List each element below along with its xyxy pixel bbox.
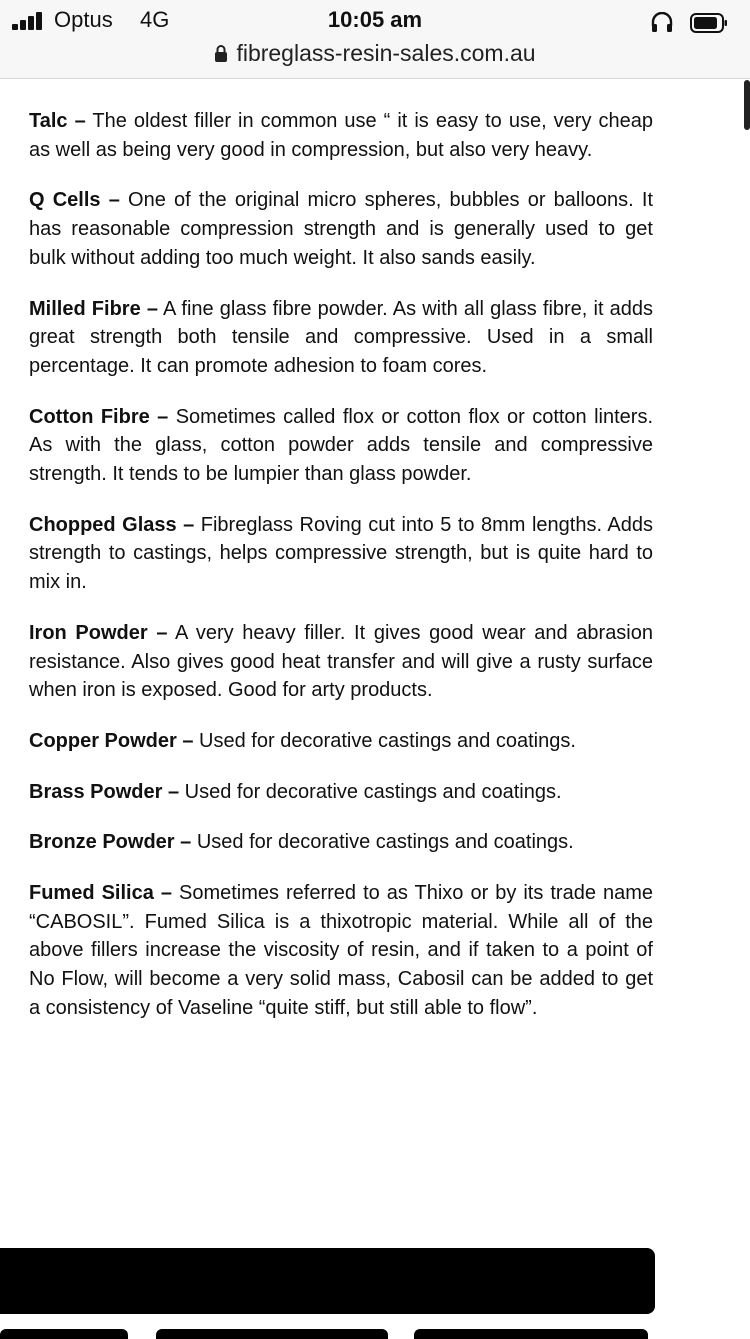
term-separator: – <box>160 882 172 905</box>
filler-paragraph <box>29 295 653 381</box>
filler-description: Used for decorative castings and coatings. <box>196 831 574 854</box>
filler-term: Cotton Fibre <box>29 405 150 428</box>
filler-paragraph <box>29 186 653 272</box>
filler-term: Fumed Silica <box>29 882 154 905</box>
filler-paragraph <box>29 511 653 597</box>
battery-icon <box>690 13 728 33</box>
filler-description: Sometimes referred to as Thixo or by its trade name “CABOSIL”. Fumed Silica is a thixotropic material. While all of the above fillers increase the viscosity of resin, and if taken to a point of No Flow, will become a very solid mass, Cabosil can be added to get a consistency of Vaseline “quite stiff, but still able to flow”. <box>29 882 653 1019</box>
filler-term: Q Cells <box>29 189 101 212</box>
filler-list <box>29 107 653 1045</box>
url-text[interactable]: fibreglass-resin-sales.com.au <box>236 40 536 66</box>
filler-paragraph <box>29 107 653 164</box>
scrollbar-thumb[interactable] <box>744 80 750 130</box>
network-type: 4G <box>140 7 170 32</box>
filler-term: Milled Fibre <box>29 297 141 320</box>
filler-paragraph <box>29 403 653 489</box>
filler-paragraph <box>29 879 653 1023</box>
filler-term: Bronze Powder <box>29 831 175 854</box>
filler-term: Brass Powder <box>29 780 163 803</box>
filler-paragraph <box>29 727 653 756</box>
term-separator: – <box>108 189 120 212</box>
filler-description: A very heavy filler. It gives good wear and abrasion resistance. Also gives good heat transfer and will give a rusty surface when iron is exposed. Good for arty products. <box>29 621 654 702</box>
address-bar[interactable] <box>0 40 750 70</box>
term-separator: – <box>167 780 180 803</box>
filler-paragraph <box>29 619 653 705</box>
filler-description: Used for decorative castings and coatings. <box>199 729 576 752</box>
lock-icon <box>214 44 228 62</box>
bottom-banner[interactable] <box>0 1248 655 1314</box>
filler-term: Iron Powder <box>29 621 148 644</box>
term-separator: – <box>157 405 169 428</box>
filler-description: The oldest filler in common use “ it is easy to use, very cheap as well as being very good in compression, but also very heavy. <box>29 110 653 161</box>
carrier-name: Optus <box>54 7 113 32</box>
term-separator: – <box>146 297 158 320</box>
term-separator: – <box>180 831 192 854</box>
filler-paragraph <box>29 778 653 807</box>
term-separator: – <box>183 513 195 536</box>
filler-term: Talc <box>29 110 68 132</box>
term-separator: – <box>182 729 194 752</box>
status-bar <box>0 6 750 36</box>
filler-paragraph <box>29 828 653 857</box>
browser-top-bar <box>0 0 750 79</box>
filler-description: A fine glass fibre powder. As with all glass fibre, it adds great strength both tensile and compressive. Used in a small percentage. It can promote adhesion to foam cores. <box>29 297 654 377</box>
filler-description: Used for decorative castings and coatings. <box>184 780 562 803</box>
filler-term: Chopped Glass <box>29 513 177 536</box>
filler-description: One of the original micro spheres, bubbles or balloons. It has reasonable compression strength and is generally used to get bulk without adding too much weight. It also sands easily. <box>29 189 654 269</box>
filler-description: Sometimes called flox or cotton flox or cotton linters. As with the glass, cotton powder adds tensile and compressive strength. It tends to be lumpier than glass powder. <box>29 405 653 486</box>
term-separator: – <box>156 621 168 644</box>
term-separator: – <box>74 110 86 132</box>
clock: 10:05 am <box>327 7 423 32</box>
filler-description: Fibreglass Roving cut into 5 to 8mm lengths. Adds strength to castings, helps compressive strength, but is quite hard to mix in. <box>29 513 653 594</box>
bottom-toolbar-edge <box>0 1329 750 1334</box>
filler-term: Copper Powder <box>29 729 177 752</box>
headphones-icon <box>651 12 673 32</box>
